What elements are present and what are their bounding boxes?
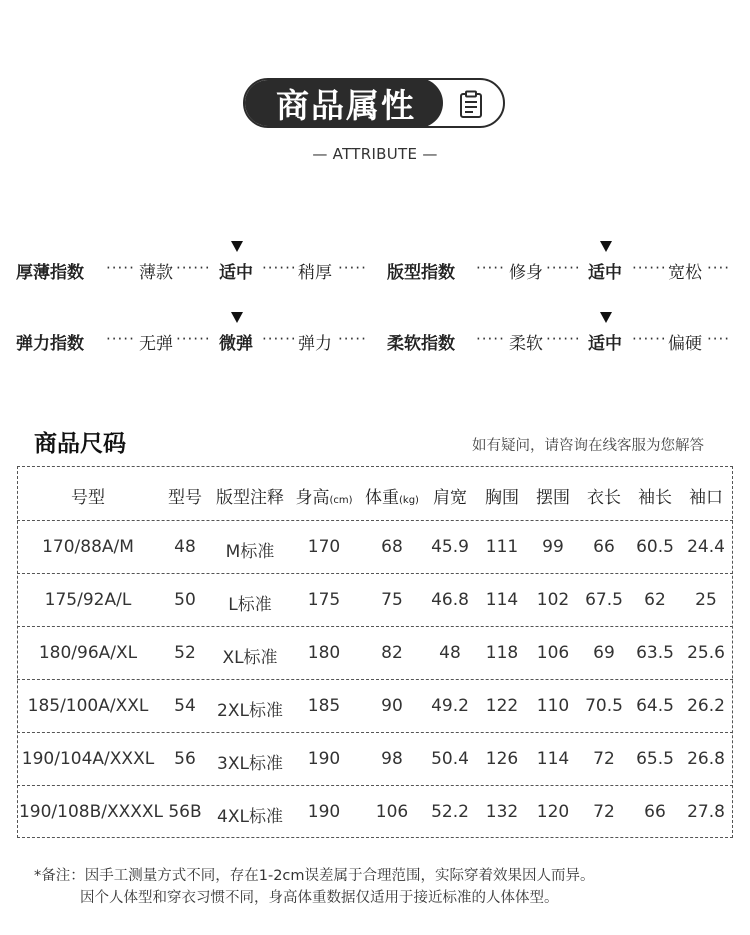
attribute-subtitle: — ATTRIBUTE — [312, 145, 438, 163]
selected-marker-triangle [600, 312, 612, 323]
table-cell: 114 [485, 590, 519, 610]
table-cell: XL标准 [222, 648, 278, 668]
column-header: 袖长 [638, 488, 672, 508]
table-cell: 106 [375, 802, 409, 822]
index-label: 版型指数 [387, 263, 455, 283]
dots-divider: ····· [338, 330, 367, 348]
table-cell: 48 [174, 537, 196, 557]
table-divider [17, 679, 733, 680]
table-cell: 66 [593, 537, 615, 557]
dots-divider: ···· [707, 259, 731, 277]
table-cell: 111 [485, 537, 519, 557]
table-cell: 60.5 [636, 537, 674, 557]
dots-divider: ····· [338, 259, 367, 277]
column-header: 袖口 [689, 488, 723, 508]
column-header: 号型 [71, 488, 105, 508]
column-header: 版型注释 [216, 488, 284, 508]
selected-marker-triangle [231, 241, 243, 252]
index-option: 宽松 [668, 263, 702, 283]
section-header-pill [243, 78, 505, 128]
page-title: 商品属性 [276, 85, 416, 125]
table-cell: 25.6 [687, 643, 725, 663]
index-option-selected: 适中 [588, 334, 622, 354]
table-cell: 110 [536, 696, 570, 716]
table-cell: 46.8 [431, 590, 469, 610]
table-cell: 67.5 [585, 590, 623, 610]
index-label: 厚薄指数 [16, 263, 84, 283]
dots-divider: ····· [106, 330, 135, 348]
table-cell: 98 [381, 749, 403, 769]
table-cell: 52.2 [431, 802, 469, 822]
dots-divider: ····· [476, 330, 505, 348]
table-cell: 49.2 [431, 696, 469, 716]
table-cell: 63.5 [636, 643, 674, 663]
index-option: 薄款 [139, 263, 173, 283]
dots-divider: ······ [632, 330, 667, 348]
table-cell: 50 [174, 590, 196, 610]
table-cell: 62 [644, 590, 666, 610]
dots-divider: ······ [176, 259, 211, 277]
table-cell: 190 [307, 802, 341, 822]
table-cell: 2XL标准 [217, 701, 283, 721]
index-option-selected: 适中 [219, 263, 253, 283]
table-cell: 185 [307, 696, 341, 716]
table-cell: 45.9 [431, 537, 469, 557]
table-cell: 175/92A/L [44, 590, 132, 610]
table-cell: 26.8 [687, 749, 725, 769]
table-cell: 72 [593, 749, 615, 769]
table-cell: 170/88A/M [42, 537, 134, 557]
dots-divider: ······ [546, 330, 581, 348]
dots-divider: ····· [476, 259, 505, 277]
table-cell: 106 [536, 643, 570, 663]
column-header: 摆围 [536, 488, 570, 508]
footnote-line-2: 因个人体型和穿衣习惯不同，身高体重数据仅适用于接近标准的人体体型。 [80, 890, 559, 906]
table-cell: 122 [485, 696, 519, 716]
dots-divider: ······ [262, 330, 297, 348]
header-title-bg [243, 78, 443, 128]
dots-divider: ······ [546, 259, 581, 277]
table-cell: 26.2 [687, 696, 725, 716]
table-cell: 24.4 [687, 537, 725, 557]
dots-divider: ······ [632, 259, 667, 277]
index-option: 修身 [509, 263, 543, 283]
table-cell: 75 [381, 590, 403, 610]
table-divider [17, 626, 733, 627]
table-divider [17, 573, 733, 574]
table-cell: 90 [381, 696, 403, 716]
table-cell: 190/104A/XXXL [21, 749, 155, 769]
table-cell: 56 [174, 749, 196, 769]
table-cell: 25 [695, 590, 717, 610]
column-header: 衣长 [587, 488, 621, 508]
customer-service-note: 如有疑问，请咨询在线客服为您解答 [472, 438, 704, 454]
table-cell: 132 [485, 802, 519, 822]
table-cell: 69 [593, 643, 615, 663]
table-cell: 66 [644, 802, 666, 822]
table-cell: 64.5 [636, 696, 674, 716]
selected-marker-triangle [231, 312, 243, 323]
column-header: 胸围 [485, 488, 519, 508]
table-cell: 48 [439, 643, 461, 663]
table-divider [17, 785, 733, 786]
table-cell: 65.5 [636, 749, 674, 769]
table-cell: 99 [542, 537, 564, 557]
table-cell: 180 [307, 643, 341, 663]
dots-divider: ···· [707, 330, 731, 348]
index-label: 弹力指数 [16, 334, 84, 354]
column-header: 肩宽 [433, 488, 467, 508]
index-option-selected: 微弹 [219, 334, 253, 354]
table-cell: M标准 [225, 542, 275, 562]
table-cell: L标准 [228, 595, 272, 615]
column-header: 身高(cm) [295, 488, 353, 508]
index-option: 无弹 [139, 334, 173, 354]
clipboard-icon [456, 89, 486, 119]
table-cell: 56B [168, 802, 202, 822]
table-cell: 126 [485, 749, 519, 769]
table-cell: 175 [307, 590, 341, 610]
table-cell: 180/96A/XL [38, 643, 138, 663]
index-option: 柔软 [509, 334, 543, 354]
index-label: 柔软指数 [387, 334, 455, 354]
table-cell: 4XL标准 [217, 807, 283, 827]
table-cell: 3XL标准 [217, 754, 283, 774]
table-cell: 120 [536, 802, 570, 822]
column-header: 型号 [168, 488, 202, 508]
table-cell: 190 [307, 749, 341, 769]
index-option: 稍厚 [298, 263, 332, 283]
table-cell: 185/100A/XXL [27, 696, 149, 716]
dots-divider: ······ [176, 330, 211, 348]
table-cell: 82 [381, 643, 403, 663]
index-option: 弹力 [298, 334, 332, 354]
index-option: 偏硬 [668, 334, 702, 354]
table-cell: 114 [536, 749, 570, 769]
selected-marker-triangle [600, 241, 612, 252]
column-header: 体重(kg) [365, 488, 419, 508]
table-cell: 72 [593, 802, 615, 822]
table-cell: 52 [174, 643, 196, 663]
table-cell: 54 [174, 696, 196, 716]
table-cell: 68 [381, 537, 403, 557]
table-cell: 170 [307, 537, 341, 557]
table-cell: 50.4 [431, 749, 469, 769]
table-cell: 70.5 [585, 696, 623, 716]
table-divider [17, 732, 733, 733]
table-cell: 118 [485, 643, 519, 663]
index-option-selected: 适中 [588, 263, 622, 283]
dots-divider: ····· [106, 259, 135, 277]
footnote-line-1: *备注：因手工测量方式不同，存在1-2cm误差属于合理范围，实际穿着效果因人而异。 [34, 868, 595, 884]
table-divider [17, 520, 733, 521]
table-cell: 190/108B/XXXXL [18, 802, 164, 822]
dots-divider: ······ [262, 259, 297, 277]
size-section-title: 商品尺码 [34, 431, 126, 457]
table-cell: 102 [536, 590, 570, 610]
table-cell: 27.8 [687, 802, 725, 822]
